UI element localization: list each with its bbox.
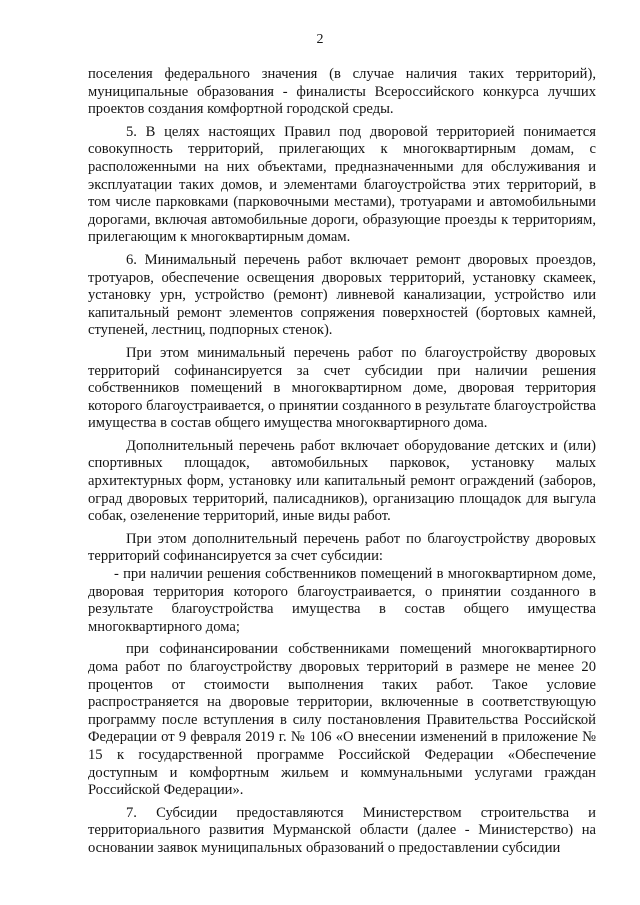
list-item-owners-decision: - при наличии решения собственников помещений в многоквартирном доме, дворовая территория которого благоустраивается, о принятии созданного в результате благоустройства имущества в состав общего имущества многоквартирного дома; xyxy=(88,566,596,635)
paragraph-additional-cofinancing: При этом дополнительный перечень работ по благоустройству дворовых территорий софинансируется за счет субсидии: xyxy=(88,530,596,565)
paragraph-item-7: 7. Субсидии предоставляются Министерством строительства и территориального развития Мурманской области (далее - Министерство) на основании заявок муниципальных образований о предоставлении субсидии xyxy=(88,804,596,856)
list-item-owners-cofinancing: при софинансировании собственниками помещений многоквартирного дома работ по благоустройству дворовых территорий в размере не менее 20 процентов от стоимости выполнения таких работ. Такое условие распространяется на дворовые территории, включенные в соответствующую программу после вступления в силу постановления Правительства Российской Федерации от 9 февраля 2019 г. № 106 «О внесении изменений в приложение № 15 к государственной программе Российской Федерации «Обеспечение доступным и комфортным жильем и коммунальными услугами граждан Российской Федерации». xyxy=(88,641,596,799)
paragraph-minimal-cofinancing: При этом минимальный перечень работ по благоустройству дворовых территорий софинансируется за счет субсидии при наличии решения собственников помещений в многоквартирном доме, дворовая территория которого благоустраивается, о принятии созданного в результате благоустройства имущества в состав общего имущества многоквартирного дома. xyxy=(88,344,596,432)
page-number: 2 xyxy=(316,32,324,47)
paragraph-continuation: поселения федерального значения (в случае наличия таких территорий), муниципальные образования - финалисты Всероссийского конкурса лучших проектов создания комфортной городской среды. xyxy=(88,66,596,118)
paragraph-item-6: 6. Минимальный перечень работ включает ремонт дворовых проездов, тротуаров, обеспечение освещения дворовых территорий, установку скамеек, установку урн, устройство (ремонт) ливневой канализации, устройство или капитальный ремонт элементов сопряжения поверхностей (бортовых камней, ступеней, лестниц, подпорных стенок). xyxy=(88,251,596,339)
document-body xyxy=(88,66,596,858)
paragraph-additional-list: Дополнительный перечень работ включает оборудование детских и (или) спортивных площадок, автомобильных парковок, установку малых архитектурных форм, установку или капитальный ремонт ограждений (заборов, оград дворовых территорий, палисадников), организацию площадок для выгула собак, озеленение территорий, иные виды работ. xyxy=(88,437,596,525)
paragraph-item-5: 5. В целях настоящих Правил под дворовой территорией понимается совокупность территорий, прилегающих к многоквартирным домам, с расположенными на них объектами, предназначенными для обслуживания и эксплуатации таких домов, и элементами благоустройства этих территорий, в том числе парковками (парковочными местами), тротуарами и автомобильными дорогами, включая автомобильные дороги, образующие проезды к территориям, прилегающим к многоквартирным домам. xyxy=(88,123,596,246)
